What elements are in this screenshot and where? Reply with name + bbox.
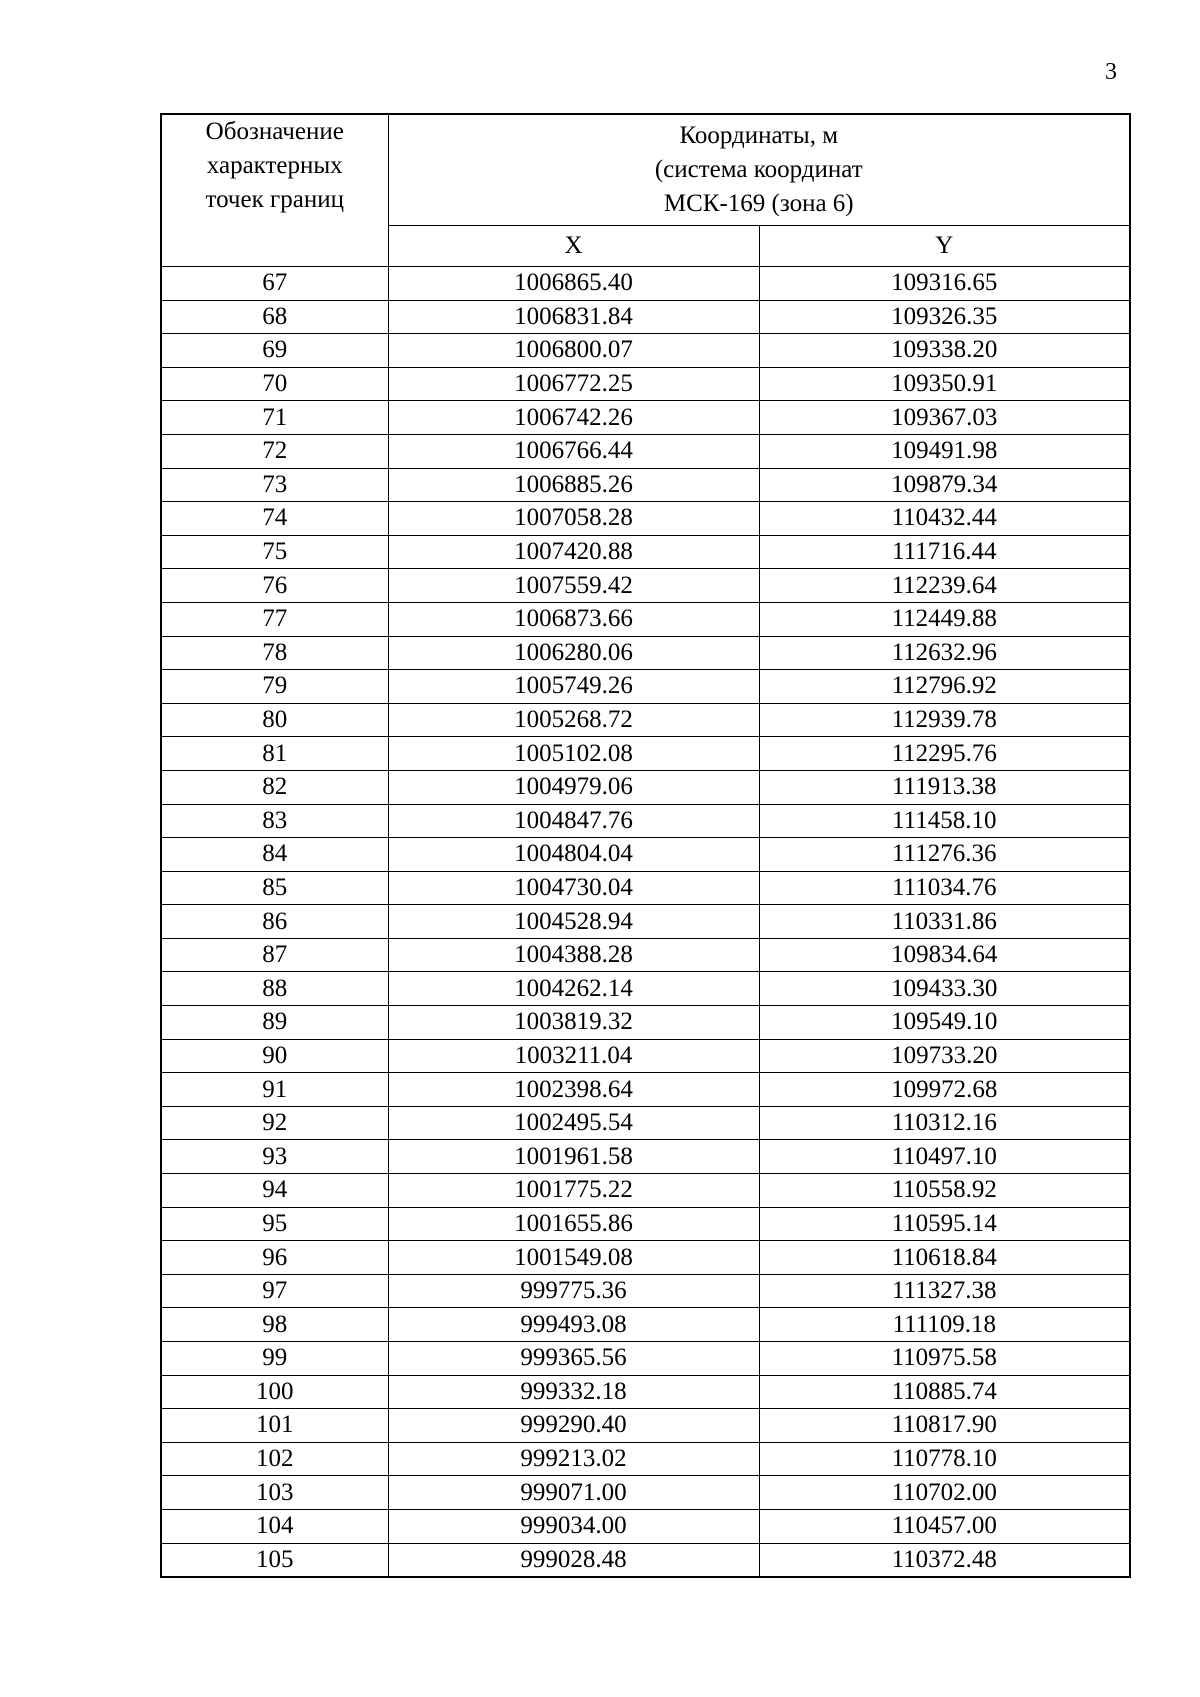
table-row: [161, 535, 1130, 569]
x-coordinate-cell: 1006873.66: [388, 602, 759, 636]
point-number-cell: 75: [161, 535, 388, 569]
y-coordinate-cell: 112796.92: [759, 670, 1130, 704]
y-coordinate-cell: 109433.30: [759, 972, 1130, 1006]
table-row: [161, 737, 1130, 771]
point-number-cell: 71: [161, 401, 388, 435]
table-row: [161, 1509, 1130, 1543]
table-row: [161, 468, 1130, 502]
point-number-cell: 67: [161, 267, 388, 301]
x-coordinate-cell: 1007420.88: [388, 535, 759, 569]
y-coordinate-cell: 111913.38: [759, 770, 1130, 804]
point-number-cell: 84: [161, 838, 388, 872]
y-coordinate-cell: 111458.10: [759, 804, 1130, 838]
point-number-cell: 73: [161, 468, 388, 502]
header-coords-line: Координаты, м: [679, 122, 839, 149]
x-coordinate-cell: 1005268.72: [388, 703, 759, 737]
point-number-cell: 79: [161, 670, 388, 704]
header-point-line: точек границ: [205, 186, 344, 213]
point-number-cell: 103: [161, 1476, 388, 1510]
point-number-cell: 95: [161, 1207, 388, 1241]
table-row: [161, 670, 1130, 704]
table-row: [161, 602, 1130, 636]
header-point-line: характерных: [206, 152, 343, 179]
x-coordinate-cell: 999775.36: [388, 1274, 759, 1308]
y-coordinate-cell: 110778.10: [759, 1442, 1130, 1476]
table-row: [161, 1342, 1130, 1376]
header-y: Y: [759, 226, 1130, 267]
table-row: [161, 1409, 1130, 1443]
x-coordinate-cell: 1002495.54: [388, 1106, 759, 1140]
table-row: [161, 569, 1130, 603]
table-row: [161, 871, 1130, 905]
table-row: [161, 636, 1130, 670]
point-number-cell: 82: [161, 770, 388, 804]
x-coordinate-cell: 1001655.86: [388, 1207, 759, 1241]
y-coordinate-cell: 110432.44: [759, 502, 1130, 536]
table-row: [161, 334, 1130, 368]
y-coordinate-cell: 111716.44: [759, 535, 1130, 569]
x-coordinate-cell: 1006865.40: [388, 267, 759, 301]
point-number-cell: 105: [161, 1543, 388, 1577]
y-coordinate-cell: 110372.48: [759, 1543, 1130, 1577]
table-row: [161, 770, 1130, 804]
point-number-cell: 102: [161, 1442, 388, 1476]
y-coordinate-cell: 109879.34: [759, 468, 1130, 502]
table-row: [161, 838, 1130, 872]
header-point-designation: [161, 114, 388, 267]
point-number-cell: 91: [161, 1073, 388, 1107]
table-row: [161, 267, 1130, 301]
point-number-cell: 93: [161, 1140, 388, 1174]
point-number-cell: 78: [161, 636, 388, 670]
x-coordinate-cell: 1004730.04: [388, 871, 759, 905]
y-coordinate-cell: 109834.64: [759, 938, 1130, 972]
table-row: [161, 1006, 1130, 1040]
x-coordinate-cell: 1004528.94: [388, 905, 759, 939]
header-coords-line: МСК-169 (зона 6): [663, 190, 854, 217]
point-number-cell: 97: [161, 1274, 388, 1308]
x-coordinate-cell: 1004262.14: [388, 972, 759, 1006]
y-coordinate-cell: 109549.10: [759, 1006, 1130, 1040]
point-number-cell: 98: [161, 1308, 388, 1342]
y-coordinate-cell: 110457.00: [759, 1509, 1130, 1543]
y-coordinate-cell: 111327.38: [759, 1274, 1130, 1308]
x-coordinate-cell: 999071.00: [388, 1476, 759, 1510]
x-coordinate-cell: 1003819.32: [388, 1006, 759, 1040]
table-row: [161, 1207, 1130, 1241]
point-number-cell: 90: [161, 1039, 388, 1073]
x-coordinate-cell: 1006742.26: [388, 401, 759, 435]
y-coordinate-cell: 110618.84: [759, 1241, 1130, 1275]
x-coordinate-cell: 1006831.84: [388, 300, 759, 334]
table-row: [161, 1274, 1130, 1308]
table-row: [161, 938, 1130, 972]
point-number-cell: 69: [161, 334, 388, 368]
table-row: [161, 401, 1130, 435]
point-number-cell: 74: [161, 502, 388, 536]
x-coordinate-cell: 1007058.28: [388, 502, 759, 536]
point-number-cell: 104: [161, 1509, 388, 1543]
y-coordinate-cell: 111034.76: [759, 871, 1130, 905]
x-coordinate-cell: 1001549.08: [388, 1241, 759, 1275]
x-coordinate-cell: 1001961.58: [388, 1140, 759, 1174]
x-coordinate-cell: 1006885.26: [388, 468, 759, 502]
x-coordinate-cell: 1006800.07: [388, 334, 759, 368]
x-coordinate-cell: 1006766.44: [388, 434, 759, 468]
x-coordinate-cell: 999213.02: [388, 1442, 759, 1476]
point-number-cell: 83: [161, 804, 388, 838]
table-row: [161, 367, 1130, 401]
point-number-cell: 96: [161, 1241, 388, 1275]
point-number-cell: 94: [161, 1174, 388, 1208]
y-coordinate-cell: 109367.03: [759, 401, 1130, 435]
x-coordinate-cell: 1007559.42: [388, 569, 759, 603]
table-row: [161, 1375, 1130, 1409]
x-coordinate-cell: 999365.56: [388, 1342, 759, 1376]
point-number-cell: 72: [161, 434, 388, 468]
y-coordinate-cell: 112632.96: [759, 636, 1130, 670]
point-number-cell: 88: [161, 972, 388, 1006]
y-coordinate-cell: 109491.98: [759, 434, 1130, 468]
table-body: [161, 267, 1130, 1578]
table-row: [161, 1073, 1130, 1107]
x-coordinate-cell: 1001775.22: [388, 1174, 759, 1208]
x-coordinate-cell: 1004388.28: [388, 938, 759, 972]
y-coordinate-cell: 112449.88: [759, 602, 1130, 636]
y-coordinate-cell: 111109.18: [759, 1308, 1130, 1342]
y-coordinate-cell: 112939.78: [759, 703, 1130, 737]
y-coordinate-cell: 110558.92: [759, 1174, 1130, 1208]
table-row: [161, 804, 1130, 838]
x-coordinate-cell: 999332.18: [388, 1375, 759, 1409]
header-coordinates: [388, 114, 1130, 226]
table-row: [161, 1106, 1130, 1140]
point-number-cell: 86: [161, 905, 388, 939]
y-coordinate-cell: 110817.90: [759, 1409, 1130, 1443]
table-row: [161, 972, 1130, 1006]
table-row: [161, 1039, 1130, 1073]
page-number: 3: [1105, 59, 1117, 85]
x-coordinate-cell: 999034.00: [388, 1509, 759, 1543]
x-coordinate-cell: 1004804.04: [388, 838, 759, 872]
header-point-line: Обозначение: [205, 118, 344, 145]
header-x: X: [388, 226, 759, 267]
y-coordinate-cell: 112295.76: [759, 737, 1130, 771]
table-row: [161, 1476, 1130, 1510]
y-coordinate-cell: 110975.58: [759, 1342, 1130, 1376]
point-number-cell: 81: [161, 737, 388, 771]
point-number-cell: 99: [161, 1342, 388, 1376]
point-number-cell: 76: [161, 569, 388, 603]
table-row: [161, 434, 1130, 468]
y-coordinate-cell: 109733.20: [759, 1039, 1130, 1073]
point-number-cell: 80: [161, 703, 388, 737]
point-number-cell: 100: [161, 1375, 388, 1409]
y-coordinate-cell: 110595.14: [759, 1207, 1130, 1241]
table-row: [161, 502, 1130, 536]
y-coordinate-cell: 109316.65: [759, 267, 1130, 301]
y-coordinate-cell: 110331.86: [759, 905, 1130, 939]
table-row: [161, 1543, 1130, 1577]
table-row: [161, 1174, 1130, 1208]
y-coordinate-cell: 110497.10: [759, 1140, 1130, 1174]
point-number-cell: 92: [161, 1106, 388, 1140]
x-coordinate-cell: 1002398.64: [388, 1073, 759, 1107]
y-coordinate-cell: 110312.16: [759, 1106, 1130, 1140]
y-coordinate-cell: 109338.20: [759, 334, 1130, 368]
y-coordinate-cell: 109972.68: [759, 1073, 1130, 1107]
y-coordinate-cell: 110702.00: [759, 1476, 1130, 1510]
x-coordinate-cell: 1006772.25: [388, 367, 759, 401]
table-row: [161, 1308, 1130, 1342]
x-coordinate-cell: 1005749.26: [388, 670, 759, 704]
coordinates-table: [160, 113, 1131, 1578]
table-row: [161, 1140, 1130, 1174]
y-coordinate-cell: 110885.74: [759, 1375, 1130, 1409]
table-row: [161, 1442, 1130, 1476]
x-coordinate-cell: 999028.48: [388, 1543, 759, 1577]
x-coordinate-cell: 1004847.76: [388, 804, 759, 838]
header-coords-line: (система координат: [654, 156, 863, 183]
x-coordinate-cell: 999290.40: [388, 1409, 759, 1443]
x-coordinate-cell: 1003211.04: [388, 1039, 759, 1073]
y-coordinate-cell: 109326.35: [759, 300, 1130, 334]
point-number-cell: 77: [161, 602, 388, 636]
x-coordinate-cell: 1005102.08: [388, 737, 759, 771]
table-row: [161, 300, 1130, 334]
y-coordinate-cell: 112239.64: [759, 569, 1130, 603]
x-coordinate-cell: 1004979.06: [388, 770, 759, 804]
x-coordinate-cell: 1006280.06: [388, 636, 759, 670]
table-row: [161, 1241, 1130, 1275]
point-number-cell: 70: [161, 367, 388, 401]
y-coordinate-cell: 109350.91: [759, 367, 1130, 401]
table-row: [161, 905, 1130, 939]
point-number-cell: 89: [161, 1006, 388, 1040]
point-number-cell: 101: [161, 1409, 388, 1443]
y-coordinate-cell: 111276.36: [759, 838, 1130, 872]
table-row: [161, 703, 1130, 737]
point-number-cell: 68: [161, 300, 388, 334]
point-number-cell: 85: [161, 871, 388, 905]
point-number-cell: 87: [161, 938, 388, 972]
x-coordinate-cell: 999493.08: [388, 1308, 759, 1342]
